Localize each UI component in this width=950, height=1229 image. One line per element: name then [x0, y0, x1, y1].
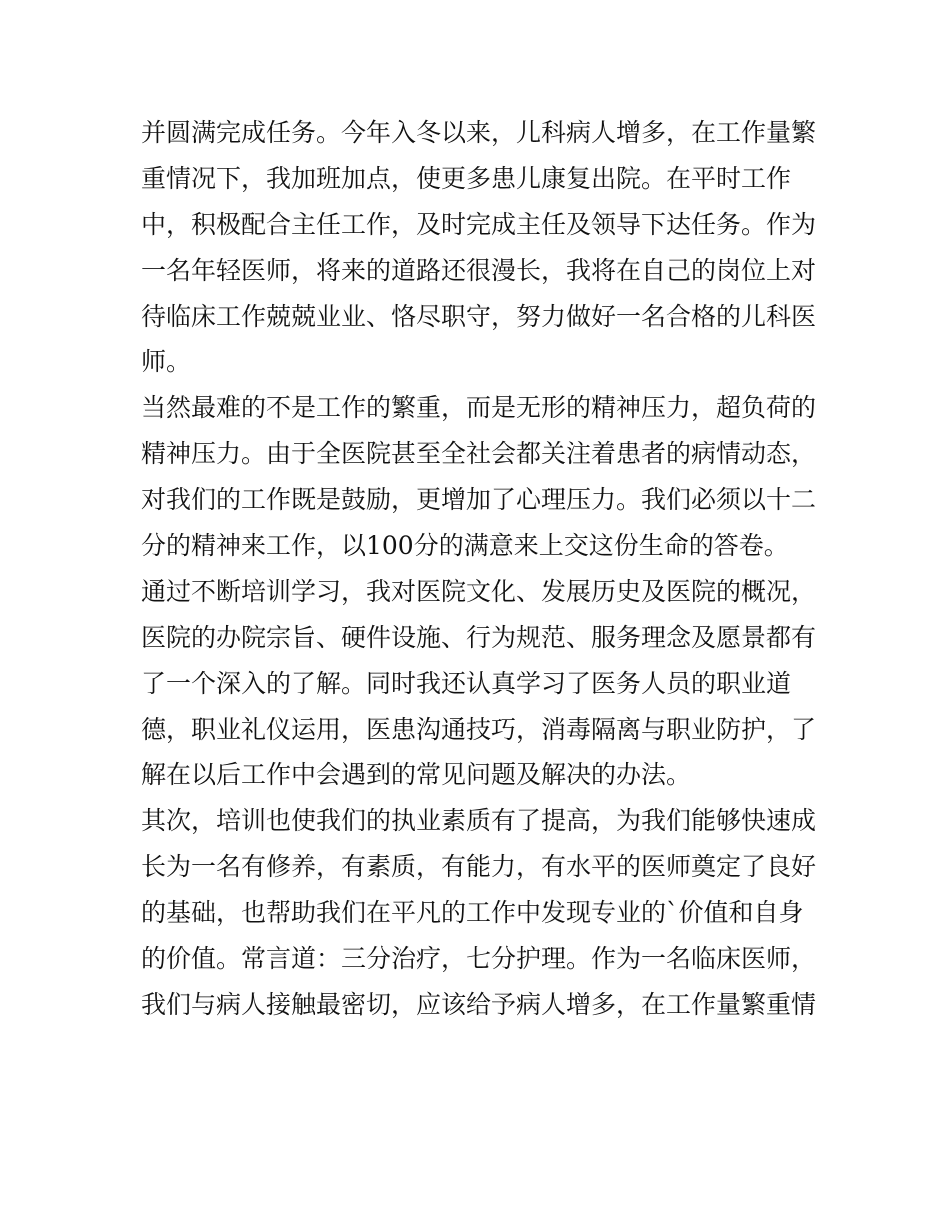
- text-line: 了一个深入的了解。同时我还认真学习了医务人员的职业道: [141, 668, 792, 698]
- text-line: 长为一名有修养，有素质，有能力，有水平的医师奠定了良好: [141, 852, 817, 882]
- text-line: 的基础，也帮助我们在平凡的工作中发现专业的`价值和自身: [141, 898, 804, 928]
- text-line: 一名年轻医师，将来的道路还很漫长，我将在自己的岗位上对: [141, 255, 817, 285]
- text-line: 分的精神来工作，以100分的满意来上交这份生命的答卷。: [141, 531, 789, 561]
- text-line: 解在以后工作中会遇到的常见问题及解决的办法。: [141, 760, 692, 790]
- text-line: 师。: [141, 347, 192, 377]
- text-line: 其次，培训也使我们的执业素质有了提高，为我们能够快速成: [141, 806, 817, 836]
- text-line: 对我们的工作既是鼓励，更增加了心理压力。我们必须以十二: [141, 485, 817, 515]
- text-line: 并圆满完成任务。今年入冬以来，儿科病人增多，在工作量繁: [141, 118, 817, 147]
- text-line: 德，职业礼仪运用，医患沟通技巧，消毒隔离与职业防护，了: [141, 714, 817, 744]
- text-line: 待临床工作兢兢业业、恪尽职守，努力做好一名合格的儿科医: [141, 301, 817, 331]
- document-body: [141, 110, 821, 1028]
- text-line: 重情况下，我加班加点，使更多患儿康复出院。在平时工作: [141, 163, 792, 193]
- text-line: 当然最难的不是工作的繁重，而是无形的精神压力，超负荷的: [141, 393, 817, 423]
- text-line: 精神压力。由于全医院甚至全社会都关注着患者的病情动态，: [141, 439, 817, 469]
- text-line: 医院的办院宗旨、硬件设施、行为规范、服务理念及愿景都有: [141, 622, 817, 652]
- text-line: 通过不断培训学习，我对医院文化、发展历史及医院的概况，: [141, 576, 817, 606]
- text-line: 中，积极配合主任工作，及时完成主任及领导下达任务。作为: [141, 209, 817, 239]
- text-line: 我们与病人接触最密切，应该给予病人增多，在工作量繁重情: [141, 989, 817, 1019]
- text-line: 的价值。常言道：三分治疗，七分护理。作为一名临床医师，: [141, 944, 817, 974]
